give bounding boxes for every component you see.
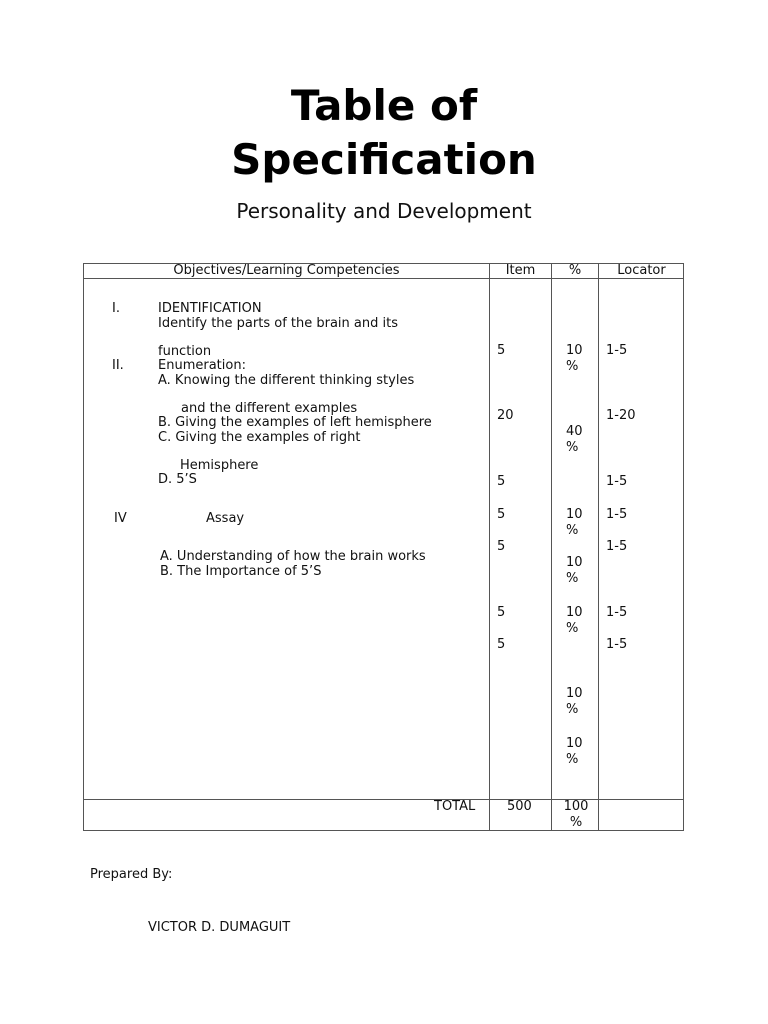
percent-value: 10 % [566, 555, 583, 586]
item-value: 5 [497, 343, 506, 358]
objective-text: D. 5’S [158, 472, 197, 487]
locator-value: 1-5 [606, 343, 628, 358]
objective-text: C. Giving the examples of right [158, 430, 361, 445]
header-locator: Locator [617, 263, 666, 278]
header-item: Item [505, 263, 536, 278]
locator-value: 1-20 [606, 408, 636, 423]
locator-value: 1-5 [606, 474, 628, 489]
objective-marker: II. [112, 358, 124, 373]
locator-value: 1-5 [606, 637, 628, 652]
item-value: 20 [497, 408, 514, 423]
percent-value: 40 % [566, 424, 583, 455]
title-line-1: Table of [290, 81, 478, 130]
percent-value: 10 % [566, 343, 583, 374]
objective-text: Identify the parts of the brain and its [158, 316, 398, 331]
preparer-name: VICTOR D. DUMAGUIT [148, 920, 291, 935]
total-percent: 100 % [563, 799, 589, 830]
item-value: 5 [497, 605, 506, 620]
percent-column-divider [551, 263, 552, 831]
total-divider [83, 799, 684, 800]
objective-text: A. Understanding of how the brain works [160, 549, 426, 564]
percent-value: 10 % [566, 507, 583, 538]
objective-text: Hemisphere [180, 458, 259, 473]
objective-text: A. Knowing the different thinking styles [158, 373, 415, 388]
title-line-2: Specification [231, 135, 537, 184]
percent-value: 10 % [566, 686, 583, 717]
locator-value: 1-5 [606, 539, 628, 554]
item-value: 5 [497, 637, 506, 652]
item-value: 5 [497, 507, 506, 522]
locator-value: 1-5 [606, 605, 628, 620]
objective-marker: I. [112, 301, 120, 316]
objective-text: IDENTIFICATION [158, 301, 262, 316]
objective-text: function [158, 344, 212, 359]
objective-text: Enumeration: [158, 358, 246, 373]
total-label: TOTAL [434, 799, 476, 814]
item-value: 5 [497, 474, 506, 489]
header-divider [83, 278, 684, 279]
item-value: 5 [497, 539, 506, 554]
percent-value: 10 % [566, 605, 583, 636]
locator-column-divider [598, 263, 599, 831]
subtitle: Personality and Development [236, 199, 532, 223]
locator-value: 1-5 [606, 507, 628, 522]
objective-text: B. The Importance of 5’S [160, 564, 322, 579]
objective-marker: IV [114, 511, 127, 526]
objective-text: Assay [206, 511, 245, 526]
prepared-by-label: Prepared By: [90, 867, 173, 882]
header-percent: % [568, 263, 582, 278]
percent-value: 10 % [566, 736, 583, 767]
objective-text: B. Giving the examples of left hemisphere [158, 415, 432, 430]
total-item: 500 [507, 799, 532, 814]
objective-text: and the different examples [181, 401, 358, 416]
item-column-divider [489, 263, 490, 831]
header-objectives: Objectives/Learning Competencies [173, 263, 400, 278]
